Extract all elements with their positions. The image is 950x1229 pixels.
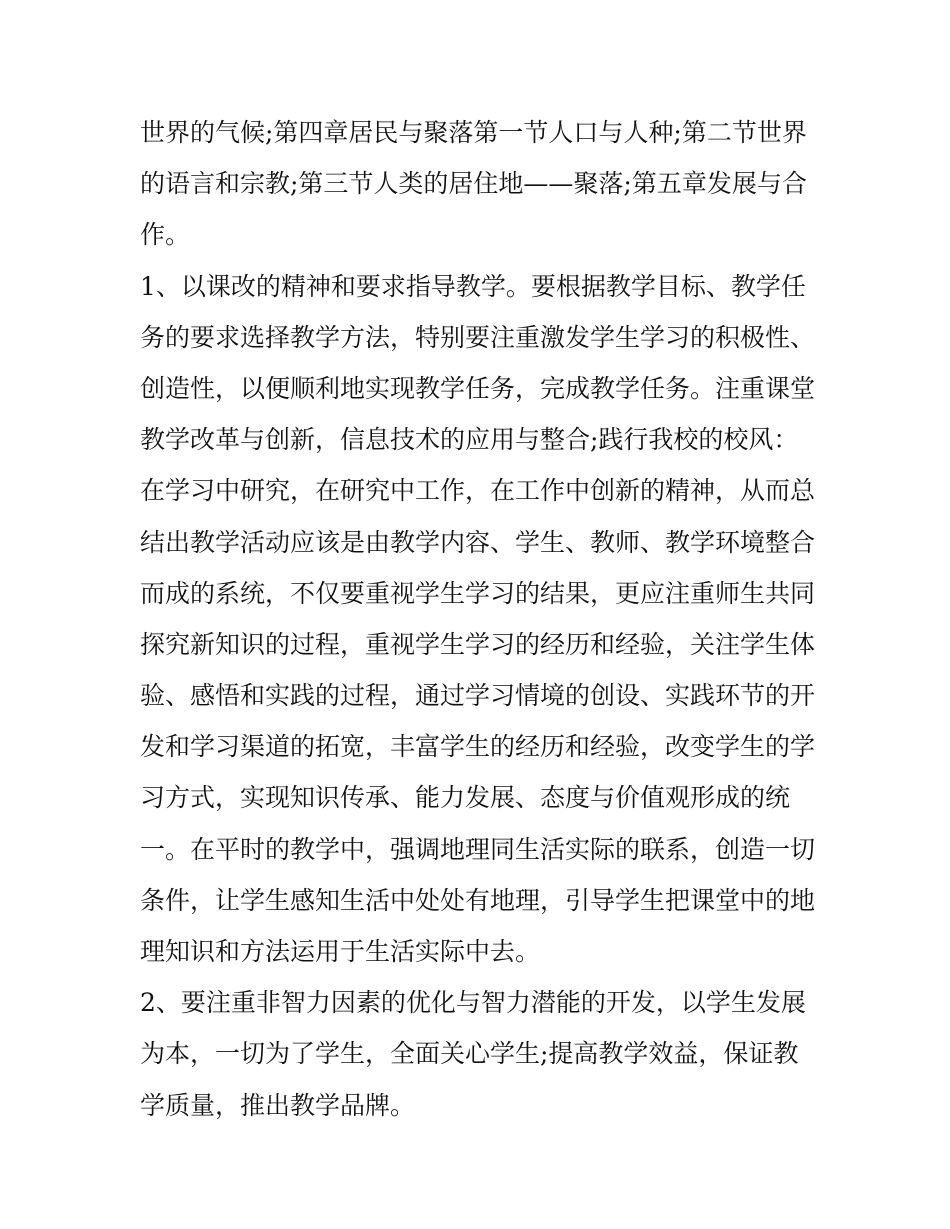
body-text bbox=[140, 107, 820, 1131]
text-line: 探究新知识的过程，重视学生学习的经历和经验，关注学生体 bbox=[140, 629, 816, 659]
text-line: 一。在平时的教学中，强调地理同生活实际的联系，创造一切 bbox=[140, 834, 816, 864]
text-line: 作。 bbox=[140, 220, 191, 250]
text-line: 务的要求选择教学方法，特别要注重激发学生学习的积极性、 bbox=[140, 322, 816, 352]
text-line: 的语言和宗教;第三节人类的居住地——聚落;第五章发展与合 bbox=[140, 169, 807, 199]
text-line: 发和学习渠道的拓宽，丰富学生的经历和经验，改变学生的学 bbox=[140, 732, 816, 762]
text-line: 教学改革与创新，信息技术的应用与整合;践行我校的校风： bbox=[140, 425, 799, 455]
text-line: 习方式，实现知识传承、能力发展、态度与价值观形成的统 bbox=[140, 783, 791, 813]
text-line: 1、以课改的精神和要求指导教学。要根据教学目标、教学任 bbox=[140, 271, 806, 301]
text-line: 验、感悟和实践的过程，通过学习情境的创设、实践环节的开 bbox=[140, 681, 816, 711]
text-line: 在学习中研究，在研究中工作，在工作中创新的精神，从而总 bbox=[140, 476, 816, 506]
text-line: 学质量，推出教学品牌。 bbox=[140, 1090, 416, 1120]
text-line: 世界的气候;第四章居民与聚落第一节人口与人种;第二节世界 bbox=[140, 118, 807, 147]
text-line: 理知识和方法运用于生活实际中去。 bbox=[140, 937, 541, 966]
text-line: 为本，一切为了学生，全面关心学生;提高教学效益，保证教 bbox=[140, 1039, 799, 1069]
text-line: 结出教学活动应该是由教学内容、学生、教师、教学环境整合 bbox=[140, 527, 816, 557]
text-line: 而成的系统，不仅要重视学生学习的结果，更应注重师生共同 bbox=[140, 578, 816, 608]
text-line: 2、要注重非智力因素的优化与智力潜能的开发，以学生发展 bbox=[140, 988, 806, 1018]
text-line: 创造性，以便顺利地实现教学任务，完成教学任务。注重课堂 bbox=[140, 373, 816, 403]
text-line: 条件，让学生感知生活中处处有地理，引导学生把课堂中的地 bbox=[140, 885, 816, 915]
